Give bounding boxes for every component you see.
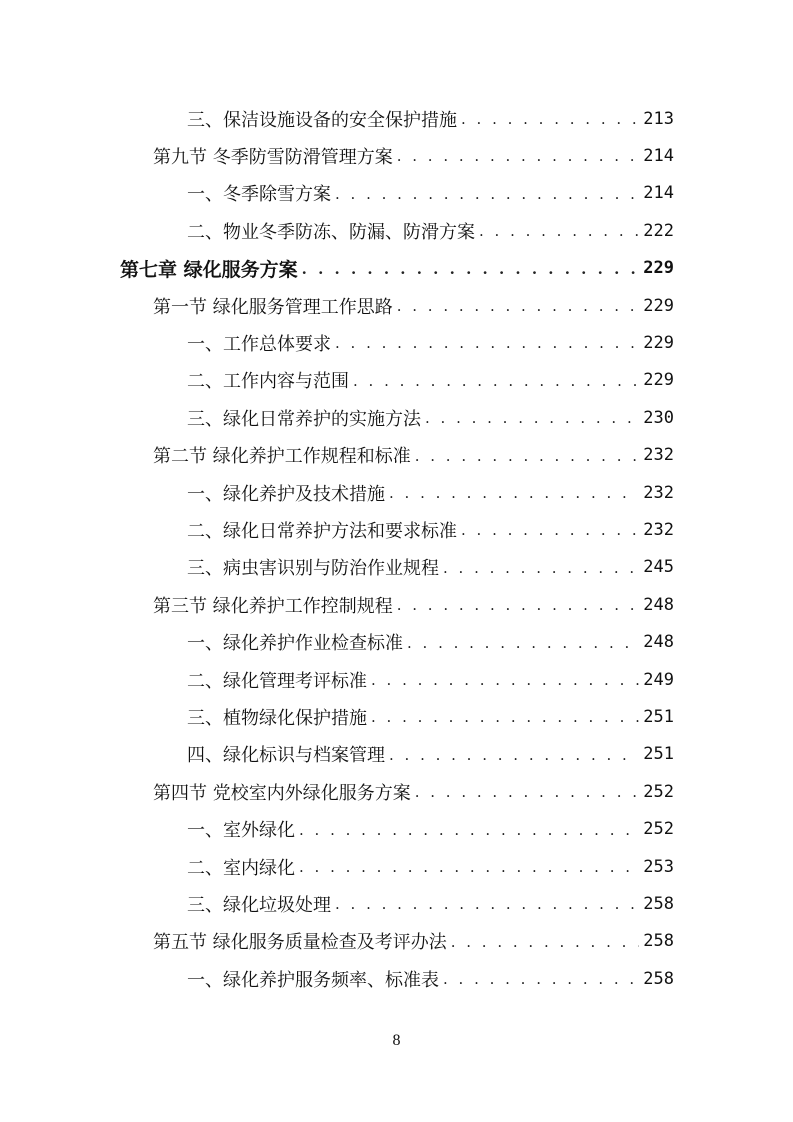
toc-entry[interactable]	[187, 474, 674, 511]
toc-entry-page: 258	[643, 893, 674, 914]
toc-dot-leader	[371, 671, 639, 698]
toc-entry[interactable]	[187, 885, 674, 922]
toc-entry-page: 248	[643, 594, 674, 615]
toc-entry-page: 258	[643, 931, 674, 952]
toc-entry-title: 二、物业冬季防冻、防漏、防滑方案	[187, 221, 475, 243]
toc-entry[interactable]	[187, 399, 674, 436]
toc-entry-title: 三、植物绿化保护措施	[187, 707, 367, 729]
toc-entry-page: 214	[643, 183, 674, 204]
toc-dot-leader	[397, 147, 640, 174]
toc-entry[interactable]	[187, 661, 674, 698]
toc-entry[interactable]	[187, 212, 674, 249]
toc-entry-page: 248	[643, 632, 674, 653]
toc-entry[interactable]	[153, 437, 674, 474]
toc-entry[interactable]	[153, 137, 674, 174]
toc-entry-title: 四、绿化标识与档案管理	[187, 745, 385, 767]
toc-entry-title: 二、工作内容与范围	[187, 371, 349, 393]
toc-dot-leader	[425, 409, 639, 436]
toc-entry[interactable]	[153, 923, 674, 960]
toc-entry[interactable]	[187, 549, 674, 586]
toc-entry[interactable]	[187, 324, 674, 361]
toc-entry-title: 一、室外绿化	[187, 820, 295, 842]
toc-entry-page: 232	[643, 519, 674, 540]
toc-entry[interactable]	[187, 175, 674, 212]
toc-dot-leader	[461, 110, 639, 137]
toc-entry-title: 二、绿化管理考评标准	[187, 670, 367, 692]
toc-dot-leader	[451, 933, 640, 960]
toc-dot-leader	[389, 746, 639, 773]
toc-entry-page: 232	[643, 445, 674, 466]
toc-dot-leader	[353, 372, 639, 399]
toc-entry[interactable]	[187, 511, 674, 548]
toc-entry[interactable]	[187, 736, 674, 773]
toc-dot-leader	[335, 334, 639, 361]
page-number: 8	[392, 1032, 401, 1049]
toc-dot-leader	[479, 222, 639, 249]
toc-dot-leader	[461, 521, 639, 548]
toc-entry-page: 232	[643, 482, 674, 503]
toc-entry-title: 第五节 绿化服务质量检查及考评办法	[153, 932, 447, 954]
toc-entry[interactable]	[187, 624, 674, 661]
toc-entry[interactable]	[187, 960, 674, 997]
toc-entry-page: 253	[643, 856, 674, 877]
toc-entry-title: 一、绿化养护及技术措施	[187, 483, 385, 505]
toc-entry-page: 249	[643, 669, 674, 690]
toc-entry-title: 一、冬季除雪方案	[187, 184, 331, 206]
toc-entry-title: 一、绿化养护服务频率、标准表	[187, 969, 439, 991]
toc-dot-leader	[415, 783, 640, 810]
toc-entry-title: 一、绿化养护作业检查标准	[187, 633, 403, 655]
toc-entry-title: 第四节 党校室内外绿化服务方案	[153, 782, 411, 804]
toc-dot-leader	[299, 858, 639, 885]
toc-entry[interactable]	[187, 848, 674, 885]
toc-entry-page: 251	[643, 744, 674, 765]
toc-entry-title: 第三节 绿化养护工作控制规程	[153, 595, 393, 617]
toc-entry-page: 230	[643, 407, 674, 428]
toc-entry-page: 252	[643, 819, 674, 840]
toc-entry-page: 222	[643, 220, 674, 241]
toc-entry[interactable]	[187, 362, 674, 399]
toc-chapter-entry[interactable]	[120, 250, 674, 287]
toc-entry[interactable]	[153, 287, 674, 324]
toc-entry-page: 229	[643, 258, 674, 279]
toc-entry-title: 一、工作总体要求	[187, 333, 331, 355]
toc-entry[interactable]	[153, 586, 674, 623]
toc-entry-page: 229	[643, 370, 674, 391]
toc-entry-page: 245	[643, 557, 674, 578]
toc-entry-page: 213	[643, 108, 674, 129]
toc-entry[interactable]	[187, 811, 674, 848]
toc-dot-leader	[371, 708, 639, 735]
toc-entry-title: 三、病虫害识别与防治作业规程	[187, 558, 439, 580]
toc-entry[interactable]	[153, 773, 674, 810]
toc-entry[interactable]	[187, 100, 674, 137]
toc-entry-title: 二、室内绿化	[187, 857, 295, 879]
toc-entry-page: 251	[643, 706, 674, 727]
toc-entry-title: 二、绿化日常养护方法和要求标准	[187, 520, 457, 542]
toc-dot-leader	[443, 559, 639, 586]
toc-entry-title: 三、保洁设施设备的安全保护措施	[187, 109, 457, 131]
toc-entry-page: 252	[643, 781, 674, 802]
toc-dot-leader	[407, 634, 639, 661]
toc-dot-leader	[299, 821, 639, 848]
toc-entry-title: 第七章 绿化服务方案	[120, 258, 298, 281]
toc-entry-page: 229	[643, 332, 674, 353]
toc-entry-page: 229	[643, 295, 674, 316]
toc-dot-leader	[397, 596, 640, 623]
toc-entry[interactable]	[187, 698, 674, 735]
toc-entry-title: 第二节 绿化养护工作规程和标准	[153, 446, 411, 468]
toc-entry-title: 三、绿化垃圾处理	[187, 894, 331, 916]
toc-dot-leader	[397, 297, 640, 324]
toc-entry-page: 214	[643, 145, 674, 166]
toc-dot-leader	[415, 447, 640, 474]
toc-dot-leader	[335, 185, 639, 212]
toc-dot-leader	[335, 895, 639, 922]
toc-dot-leader	[302, 260, 640, 287]
toc-dot-leader	[443, 970, 639, 997]
toc-entry-title: 第九节 冬季防雪防滑管理方案	[153, 146, 393, 168]
toc-entry-title: 第一节 绿化服务管理工作思路	[153, 296, 393, 318]
toc-dot-leader	[389, 484, 639, 511]
toc-entry-title: 三、绿化日常养护的实施方法	[187, 408, 421, 430]
toc-entry-page: 258	[643, 968, 674, 989]
